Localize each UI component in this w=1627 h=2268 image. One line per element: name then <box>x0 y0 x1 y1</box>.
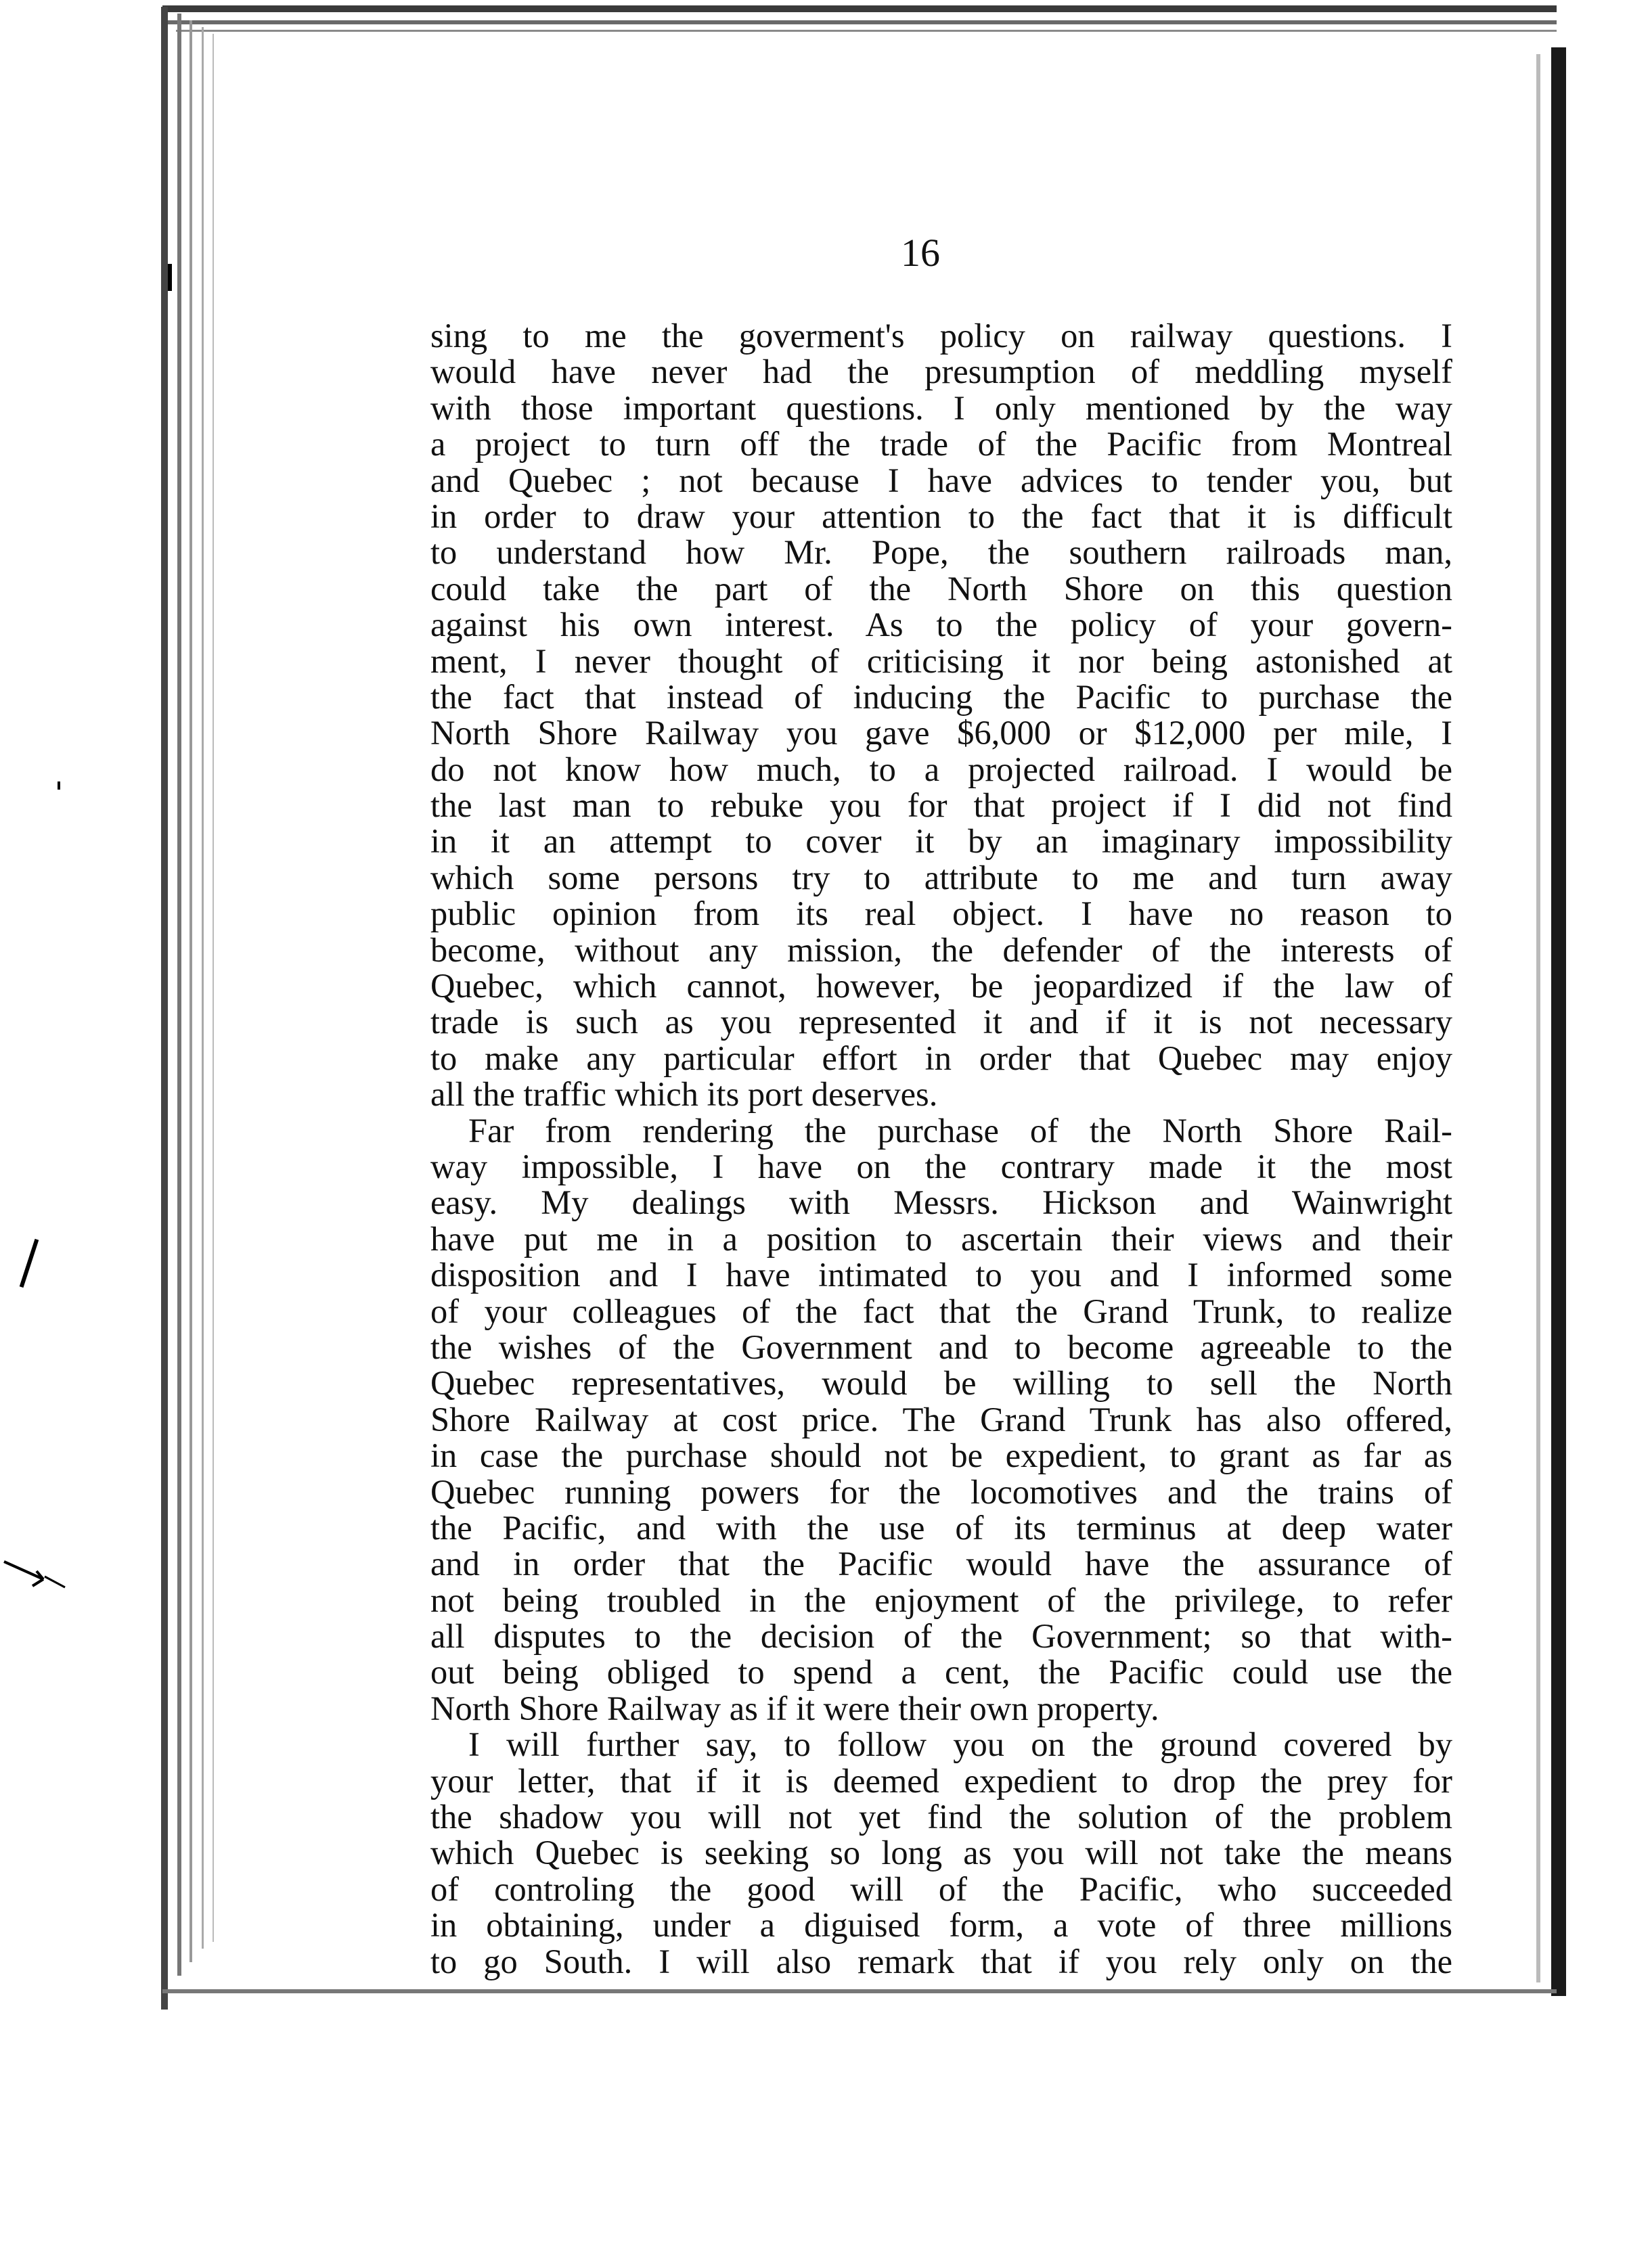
page-stack-edge <box>177 14 181 1976</box>
text-line: way impossible, I have on the contrary made it the most <box>430 1147 1452 1185</box>
text-line: a project to turn off the trade of the Pacific from Montreal <box>430 425 1452 463</box>
text-line: have put me in a position to ascertain their views and their <box>430 1219 1452 1258</box>
text-line: against his own interest. As to the policy of your govern- <box>430 606 1452 644</box>
paragraph <box>430 1113 1452 1727</box>
paragraph <box>430 318 1452 1113</box>
text-line: Quebec representatives, would be willing to sell the North <box>430 1364 1452 1403</box>
text-line: which some persons try to attribute to me and turn away <box>430 858 1452 897</box>
page-right-edge-inner <box>1536 54 1540 1982</box>
text-line: which Quebec is seeking so long as you will not take the means <box>430 1834 1452 1872</box>
text-line: Far from rendering the purchase of the North Shore Rail- <box>468 1111 1452 1150</box>
text-line: the Pacific, and with the use of its terminus at deep water <box>430 1508 1452 1547</box>
page-top-edge <box>162 5 1557 12</box>
margin-mark <box>168 264 172 291</box>
page-body-text <box>430 318 1452 1980</box>
text-line: could take the part of the North Shore on this question <box>430 569 1452 608</box>
text-line: North Shore Railway as if it were their own property. <box>430 1689 1159 1727</box>
page-stack-edge <box>213 34 214 1942</box>
text-line: and in order that the Pacific would have the assurance of <box>430 1545 1452 1583</box>
text-line: the shadow you will not yet find the solution of the problem <box>430 1798 1452 1836</box>
page-top-edge-inner-2 <box>176 30 1557 32</box>
paragraph <box>430 1727 1452 1980</box>
page-top-edge-inner <box>162 20 1557 24</box>
margin-dot <box>58 781 60 790</box>
text-line: to make any particular effort in order that Quebec may enjoy <box>430 1039 1452 1077</box>
text-line: become, without any mission, the defender of the interests of <box>430 930 1452 969</box>
text-line: Quebec, which cannot, however, be jeopardized if the law of <box>430 967 1452 1005</box>
text-line: and Quebec ; not because I have advices to tender you, but <box>430 461 1452 499</box>
text-line: ment, I never thought of criticising it nor being astonished at <box>430 641 1452 680</box>
text-line: in obtaining, under a diguised form, a vote of three millions <box>430 1906 1452 1945</box>
text-line: out being obliged to spend a cent, the Pacific could use the <box>430 1653 1452 1692</box>
text-line: the wishes of the Government and to become agreeable to the <box>430 1328 1452 1366</box>
text-line: in order to draw your attention to the fact that it is difficult <box>430 497 1452 535</box>
text-line: in case the purchase should not be expedient, to grant as far as <box>430 1436 1452 1475</box>
text-line: Quebec running powers for the locomotives and the trains of <box>430 1472 1452 1511</box>
scan-left-margin <box>0 0 156 2268</box>
text-line: North Shore Railway you gave $6,000 or $12,000 per mile, I <box>430 714 1452 752</box>
text-line: of your colleagues of the fact that the Grand Trunk, to realize <box>430 1292 1452 1330</box>
text-line: all disputes to the decision of the Government; so that with- <box>430 1617 1452 1656</box>
text-line: in it an attempt to cover it by an imaginary impossibility <box>430 822 1452 861</box>
text-line: trade is such as you represented it and if it is not necessary <box>430 1003 1452 1041</box>
text-line: your letter, that if it is deemed expedient to drop the prey for <box>430 1761 1452 1800</box>
text-line: all the traffic which its port deserves. <box>430 1075 938 1114</box>
text-line: disposition and I have intimated to you and I informed some <box>430 1256 1452 1294</box>
text-line: sing to me the goverment's policy on railway questions. I <box>430 317 1452 355</box>
page-stack-edge <box>202 27 204 1949</box>
text-line: easy. My dealings with Messrs. Hickson and Wainwright <box>430 1183 1452 1222</box>
text-line: the last man to rebuke you for that project if I did not find <box>430 786 1452 825</box>
page-stack-edge <box>190 20 192 1962</box>
page-number: 16 <box>901 231 940 275</box>
text-line: the fact that instead of inducing the Pacific to purchase the <box>430 677 1452 716</box>
page-stack-edge <box>161 7 168 2010</box>
page-bottom-edge <box>162 1989 1557 1993</box>
text-line: with those important questions. I only mentioned by the way <box>430 388 1452 427</box>
text-line: to go South. I will also remark that if you rely only on the <box>430 1942 1452 1980</box>
text-line: I will further say, to follow you on the ground covered by <box>468 1725 1452 1764</box>
margin-arrow-icon <box>3 1556 68 1597</box>
text-line: public opinion from its real object. I have no reason to <box>430 894 1452 933</box>
text-line: to understand how Mr. Pope, the southern railroads man, <box>430 533 1452 572</box>
text-line: not being troubled in the enjoyment of the privilege, to refer <box>430 1581 1452 1619</box>
text-line: would have never had the presumption of meddling myself <box>430 353 1452 391</box>
page-right-edge <box>1551 47 1566 1996</box>
text-line: do not know how much, to a projected railroad. I would be <box>430 750 1452 788</box>
text-line: of controling the good will of the Pacific, who succeeded <box>430 1869 1452 1908</box>
text-line: Shore Railway at cost price. The Grand Trunk has also offered, <box>430 1400 1452 1438</box>
